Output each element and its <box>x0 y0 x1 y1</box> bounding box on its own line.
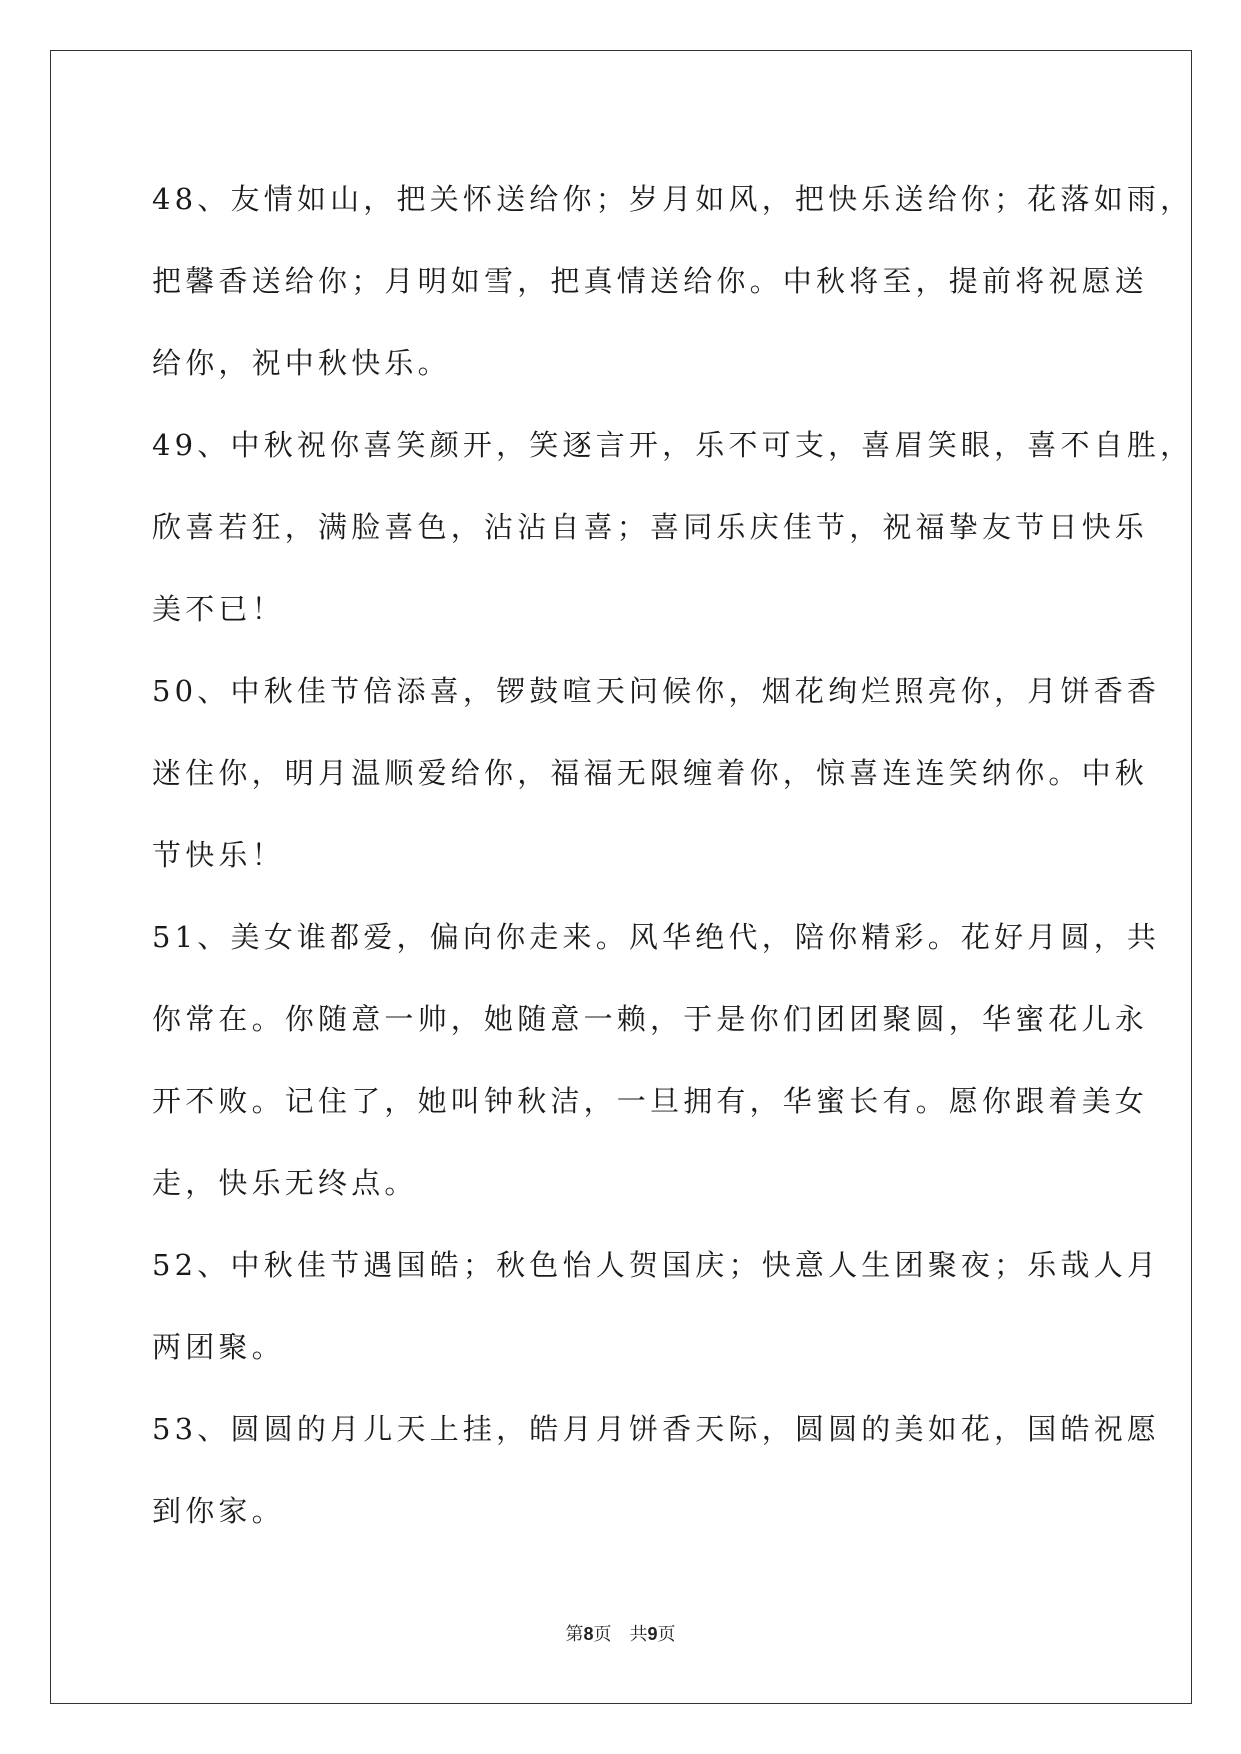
page-number-prefix: 第 <box>565 1624 584 1645</box>
text-line: 给你，祝中秋快乐。 <box>152 346 451 380</box>
total-pages-suffix: 页 <box>657 1624 676 1645</box>
text-line: 开不败。记住了，她叫钟秋洁，一旦拥有，华蜜长有。愿你跟着美女 <box>152 1084 1149 1118</box>
text-line: 48、友情如山，把关怀送给你；岁月如风，把快乐送给你；花落如雨， <box>152 182 1194 216</box>
text-line: 把馨香送给你；月明如雪，把真情送给你。中秋将至，提前将祝愿送 <box>152 264 1149 298</box>
document-body <box>152 158 1194 1552</box>
paragraph-48 <box>152 158 1194 404</box>
text-line: 50、中秋佳节倍添喜，锣鼓喧天问候你，烟花绚烂照亮你，月饼香香 <box>152 674 1161 708</box>
total-pages-number: 9 <box>647 1624 658 1644</box>
paragraph-52 <box>152 1224 1161 1388</box>
text-line: 49、中秋祝你喜笑颜开，笑逐言开，乐不可支，喜眉笑眼，喜不自胜， <box>152 428 1194 462</box>
paragraph-51 <box>152 896 1161 1224</box>
text-line: 欣喜若狂，满脸喜色，沾沾自喜；喜同乐庆佳节，祝福挚友节日快乐 <box>152 510 1149 544</box>
text-line: 走，快乐无终点。 <box>152 1166 418 1200</box>
text-line: 到你家。 <box>152 1494 285 1528</box>
current-page-number: 8 <box>583 1624 594 1644</box>
text-line: 两团聚。 <box>152 1330 285 1364</box>
paragraph-53 <box>152 1388 1161 1552</box>
page-footer <box>0 1622 1241 1647</box>
page-number-suffix: 页 <box>593 1624 612 1645</box>
text-line: 51、美女谁都爱，偏向你走来。风华绝代，陪你精彩。花好月圆，共 <box>152 920 1161 954</box>
paragraph-49 <box>152 404 1194 650</box>
text-line: 你常在。你随意一帅，她随意一赖，于是你们团团聚圆，华蜜花儿永 <box>152 1002 1149 1036</box>
text-line: 迷住你，明月温顺爱给你，福福无限缠着你，惊喜连连笑纳你。中秋 <box>152 756 1149 790</box>
text-line: 美不已！ <box>152 592 285 626</box>
text-line: 节快乐！ <box>152 838 285 872</box>
paragraph-50 <box>152 650 1161 896</box>
text-line: 52、中秋佳节遇国皓；秋色怡人贺国庆；快意人生团聚夜；乐哉人月 <box>152 1248 1161 1282</box>
text-line: 53、圆圆的月儿天上挂，皓月月饼香天际，圆圆的美如花，国皓祝愿 <box>152 1412 1161 1446</box>
total-pages-prefix: 共 <box>629 1624 648 1645</box>
